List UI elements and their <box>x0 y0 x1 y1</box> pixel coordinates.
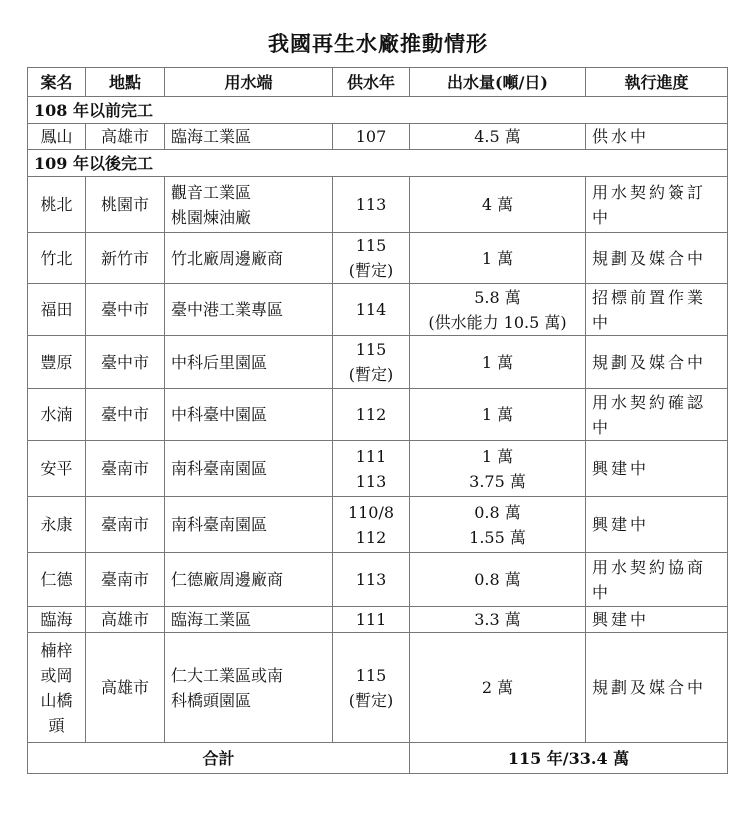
plant-location: 臺南市 <box>86 441 165 497</box>
supply-year-line: (暫定) <box>348 261 394 280</box>
water-user <box>165 124 333 150</box>
output-volume <box>410 336 586 389</box>
water-user <box>165 497 333 553</box>
plant-name <box>28 389 86 441</box>
progress-status: 規劃及媒合中 <box>586 336 728 389</box>
plant-name-line: 或岡 <box>40 665 73 685</box>
output-volume <box>410 633 586 743</box>
progress-status: 用水契約協商中 <box>586 553 728 607</box>
output-volume-line: 3.3 萬 <box>474 610 521 629</box>
table-body <box>28 97 728 743</box>
plant-location: 高雄市 <box>86 633 165 743</box>
supply-year-line: 111 <box>355 446 387 466</box>
plant-name-line: 頭 <box>48 715 65 735</box>
output-volume-line: 5.8 萬 <box>474 287 521 307</box>
total-label: 合計 <box>28 743 410 774</box>
supply-year-line: 115 <box>355 236 387 255</box>
progress-status: 規劃及媒合中 <box>586 633 728 743</box>
supply-year-line: 115 <box>355 665 387 685</box>
output-volume-line: 0.8 萬 <box>474 502 521 522</box>
supply-year <box>333 389 410 441</box>
water-user-line: 臨海工業區 <box>171 127 252 146</box>
progress-status: 招標前置作業中 <box>586 284 728 336</box>
supply-year <box>333 441 410 497</box>
water-user-line: 仁德廠周邊廠商 <box>171 570 284 589</box>
plant-location: 高雄市 <box>86 607 165 633</box>
supply-year <box>333 633 410 743</box>
supply-year-line: 113 <box>355 570 387 589</box>
table-row <box>28 389 728 441</box>
plant-location: 臺南市 <box>86 553 165 607</box>
supply-year <box>333 607 410 633</box>
supply-year-line: 107 <box>355 127 387 146</box>
progress-status: 興建中 <box>586 497 728 553</box>
output-volume-line: 1.55 萬 <box>469 527 526 547</box>
output-volume-line: (供水能力 10.5 萬) <box>428 312 567 332</box>
water-user-line: 桃園煉油廠 <box>171 207 252 227</box>
plant-name <box>28 497 86 553</box>
supply-year-line: 113 <box>355 471 387 491</box>
output-volume-line: 1 萬 <box>481 405 514 424</box>
supply-year-line: 113 <box>355 195 387 214</box>
table-row <box>28 336 728 389</box>
output-volume <box>410 233 586 284</box>
water-user-line: 南科臺南園區 <box>171 515 268 534</box>
supply-year-line: (暫定) <box>348 690 394 710</box>
plant-name-line: 楠梓 <box>40 640 73 660</box>
plant-name-line: 山橋 <box>40 690 73 710</box>
output-volume <box>410 124 586 150</box>
table-row <box>28 233 728 284</box>
water-user-line: 中科臺中園區 <box>171 405 268 424</box>
plant-name-line: 安平 <box>40 459 73 478</box>
supply-year <box>333 553 410 607</box>
water-user <box>165 177 333 233</box>
supply-year <box>333 124 410 150</box>
supply-year-line: 112 <box>355 405 387 424</box>
water-user-line: 竹北廠周邊廠商 <box>171 248 284 268</box>
supply-year-line: 115 <box>355 340 387 359</box>
progress-status: 規劃及媒合中 <box>586 233 728 284</box>
water-user-line: 南科臺南園區 <box>171 459 268 478</box>
header-user: 用水端 <box>165 68 333 97</box>
supply-year <box>333 497 410 553</box>
table-row <box>28 284 728 336</box>
output-volume-line: 1 萬 <box>481 248 514 268</box>
progress-status: 興建中 <box>586 607 728 633</box>
section-label: 109 年以後完工 <box>28 150 728 177</box>
plant-name <box>28 233 86 284</box>
water-plant-table <box>27 67 728 774</box>
plant-name <box>28 553 86 607</box>
water-user <box>165 389 333 441</box>
water-user-line: 觀音工業區 <box>171 182 252 202</box>
plant-name <box>28 607 86 633</box>
water-user <box>165 441 333 497</box>
output-volume <box>410 441 586 497</box>
table-row <box>28 633 728 743</box>
plant-name <box>28 336 86 389</box>
progress-status: 供水中 <box>586 124 728 150</box>
water-user <box>165 233 333 284</box>
plant-location: 新竹市 <box>86 233 165 284</box>
page-title: 我國再生水廠推動情形 <box>268 31 488 56</box>
output-volume <box>410 497 586 553</box>
water-user <box>165 553 333 607</box>
supply-year <box>333 284 410 336</box>
water-user-line: 臨海工業區 <box>171 610 252 629</box>
total-row <box>28 743 728 774</box>
supply-year-line: 114 <box>355 300 387 319</box>
header-location: 地點 <box>86 68 165 97</box>
table-row <box>28 553 728 607</box>
progress-status: 用水契約簽訂中 <box>586 177 728 233</box>
water-user <box>165 284 333 336</box>
water-user <box>165 633 333 743</box>
plant-location: 臺中市 <box>86 389 165 441</box>
table-row <box>28 497 728 553</box>
supply-year-line: 112 <box>355 527 387 547</box>
water-user <box>165 607 333 633</box>
plant-name-line: 豐原 <box>40 352 73 372</box>
table-row <box>28 441 728 497</box>
plant-name-line: 水湳 <box>40 405 73 424</box>
plant-location: 臺中市 <box>86 284 165 336</box>
supply-year-line: 111 <box>355 610 387 629</box>
plant-location: 高雄市 <box>86 124 165 150</box>
plant-name <box>28 177 86 233</box>
output-volume-line: 4 萬 <box>481 195 514 214</box>
output-volume <box>410 607 586 633</box>
plant-name-line: 竹北 <box>40 248 73 268</box>
plant-name <box>28 441 86 497</box>
water-user <box>165 336 333 389</box>
plant-location: 臺中市 <box>86 336 165 389</box>
section-row <box>28 97 728 124</box>
plant-location: 桃園市 <box>86 177 165 233</box>
supply-year <box>333 177 410 233</box>
section-label: 108 年以前完工 <box>28 97 728 124</box>
water-user-line: 仁大工業區或南 <box>171 665 284 685</box>
output-volume <box>410 177 586 233</box>
progress-status: 興建中 <box>586 441 728 497</box>
water-user-line: 臺中港工業專區 <box>171 300 284 319</box>
plant-location: 臺南市 <box>86 497 165 553</box>
supply-year-line: 110/8 <box>347 502 395 522</box>
progress-status: 用水契約確認中 <box>586 389 728 441</box>
water-user-line: 中科后里園區 <box>171 352 268 372</box>
total-value: 115 年/33.4 萬 <box>410 743 728 774</box>
output-volume-line: 4.5 萬 <box>474 127 521 146</box>
output-volume-line: 0.8 萬 <box>474 570 521 589</box>
header-output: 出水量(噸/日) <box>410 68 586 97</box>
output-volume <box>410 553 586 607</box>
output-volume-line: 1 萬 <box>481 446 514 466</box>
supply-year-line: (暫定) <box>348 365 394 384</box>
table-row <box>28 124 728 150</box>
water-user-line: 科橋頭園區 <box>171 690 252 710</box>
section-row <box>28 150 728 177</box>
header-name: 案名 <box>28 68 86 97</box>
plant-name-line: 臨海 <box>40 610 73 629</box>
output-volume-line: 2 萬 <box>481 678 514 697</box>
plant-name-line: 福田 <box>40 300 73 319</box>
output-volume-line: 3.75 萬 <box>469 471 526 491</box>
output-volume <box>410 284 586 336</box>
plant-name-line: 鳳山 <box>40 127 73 146</box>
output-volume-line: 1 萬 <box>481 352 514 372</box>
header-status: 執行進度 <box>586 68 728 97</box>
table-row <box>28 177 728 233</box>
supply-year <box>333 233 410 284</box>
plant-name <box>28 633 86 743</box>
plant-name <box>28 124 86 150</box>
header-row <box>28 68 728 97</box>
table-row <box>28 607 728 633</box>
plant-name-line: 永康 <box>40 515 73 534</box>
plant-name-line: 桃北 <box>40 195 73 214</box>
header-year: 供水年 <box>333 68 410 97</box>
output-volume <box>410 389 586 441</box>
supply-year <box>333 336 410 389</box>
plant-name-line: 仁德 <box>40 570 73 589</box>
plant-name <box>28 284 86 336</box>
